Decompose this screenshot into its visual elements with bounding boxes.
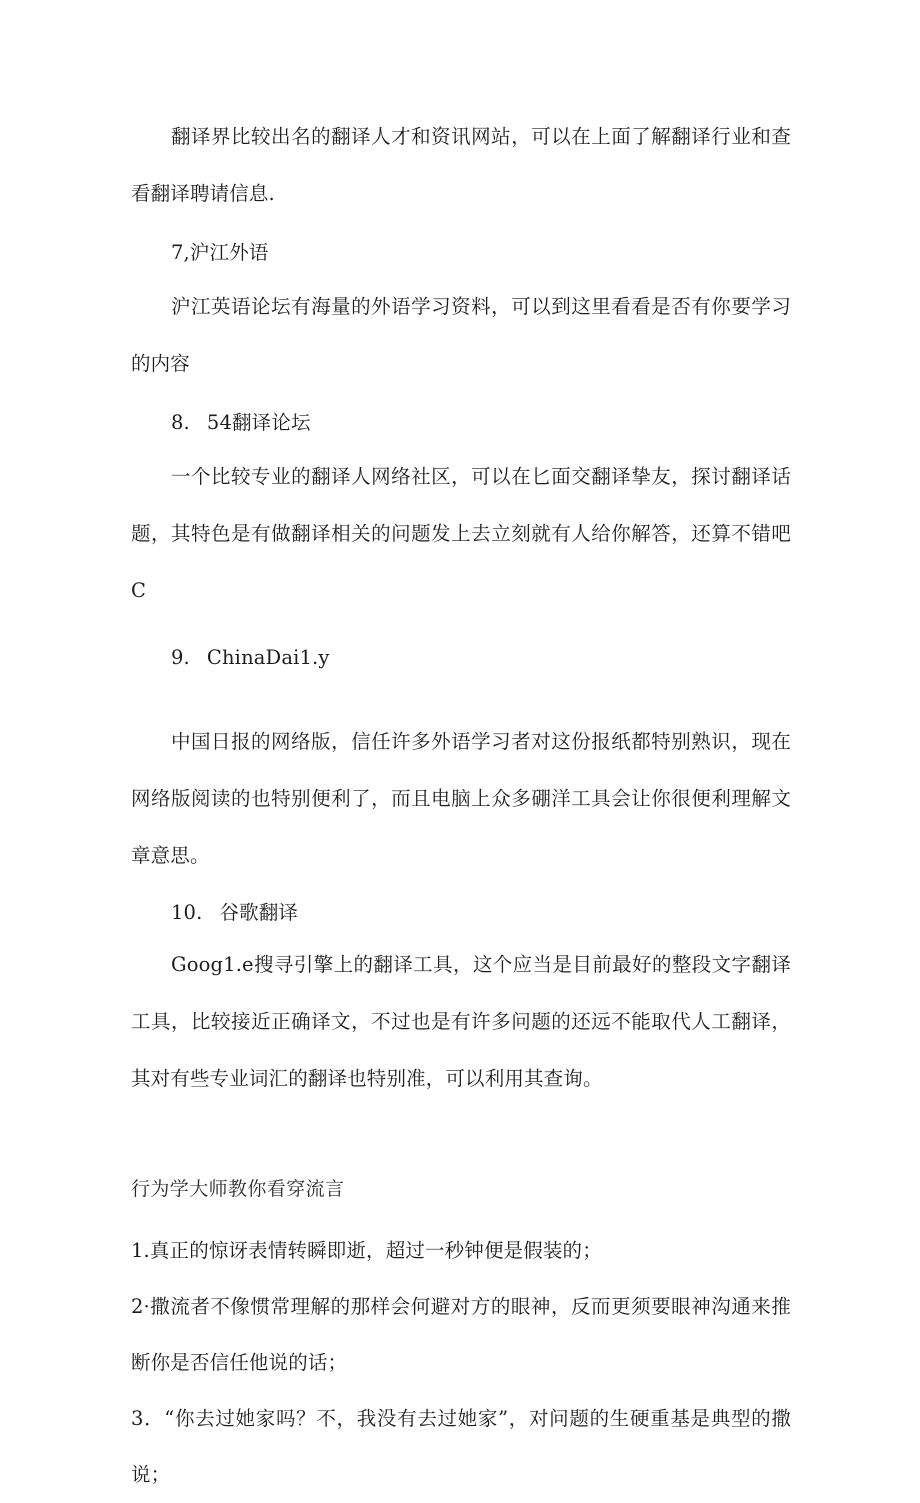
list-item-number-9: 9. (171, 646, 190, 669)
list-item-number-7: 7, (171, 241, 190, 264)
list-item-number-10: 10. (171, 901, 203, 924)
list-item-title-9: ChinaDai1.y (206, 646, 330, 669)
behavior-list-item-3: 3．“你去过她家吗？不，我没有去过她家”，对问题的生硬重基是典型的撒说； (131, 1407, 791, 1486)
list-item-body-8: 一个比较专业的翻译人网络社区，可以在匕面交翻译挚友，探讨翻译话题，其特色是有做翻译相关的问题发上去立刻就有人给你解答，还算不错吧C (131, 465, 791, 602)
list-item-body-7: 沪江英语论坛有海量的外语学习资料，可以到这里看看是否有你要学习的内容 (131, 295, 791, 375)
list-item-heading-9 (131, 633, 791, 683)
list-item-title-10: 谷歌翻译 (219, 901, 299, 924)
list-item-title-7: 沪江外语 (189, 241, 269, 264)
list-item-number-8: 8. (171, 411, 190, 434)
list-item-heading-7 (131, 228, 791, 278)
document-content (131, 108, 791, 1503)
section-gap (131, 1107, 791, 1169)
spacer (131, 683, 791, 713)
list-item-title-8: 54翻译论坛 (206, 411, 311, 434)
section-title: 行为学大师教你看穿流言 (131, 1178, 345, 1200)
spacer (131, 619, 791, 633)
behavior-list-item-2: 2·撒流者不像惯常理解的那样会何避对方的眼神，反而更须要眼神沟通来推断你是否信任他说的话； (131, 1295, 791, 1374)
list-item-body-9: 中国日报的网络版，信任许多外语学习者对这份报纸都特别熟识，现在网络版阅读的也特别便利了，而且电脑上众多硼洋工具会让你很便利理解文章意思。 (131, 730, 791, 867)
list-item-body-10: Goog1.e搜寻引擎上的翻译工具，这个应当是目前最好的整段文字翻译工具，比较接近正确译文，不过也是有许多问题的还远不能取代人工翻译，其对有些专业词汇的翻译也特别准，可以利用其查询。 (131, 953, 791, 1090)
behavior-list-item-1: 1.真正的惊讶表情转瞬即逝，超过一秒钟便是假装的； (131, 1239, 602, 1262)
list-item-heading-10 (131, 890, 791, 936)
list-item-heading-8 (131, 398, 791, 448)
intro-paragraph: 翻译界比较出名的翻译人才和资讯网站，可以在上面了解翻译行业和查看翻译聘请信息. (131, 125, 791, 205)
spacer (131, 1209, 791, 1223)
